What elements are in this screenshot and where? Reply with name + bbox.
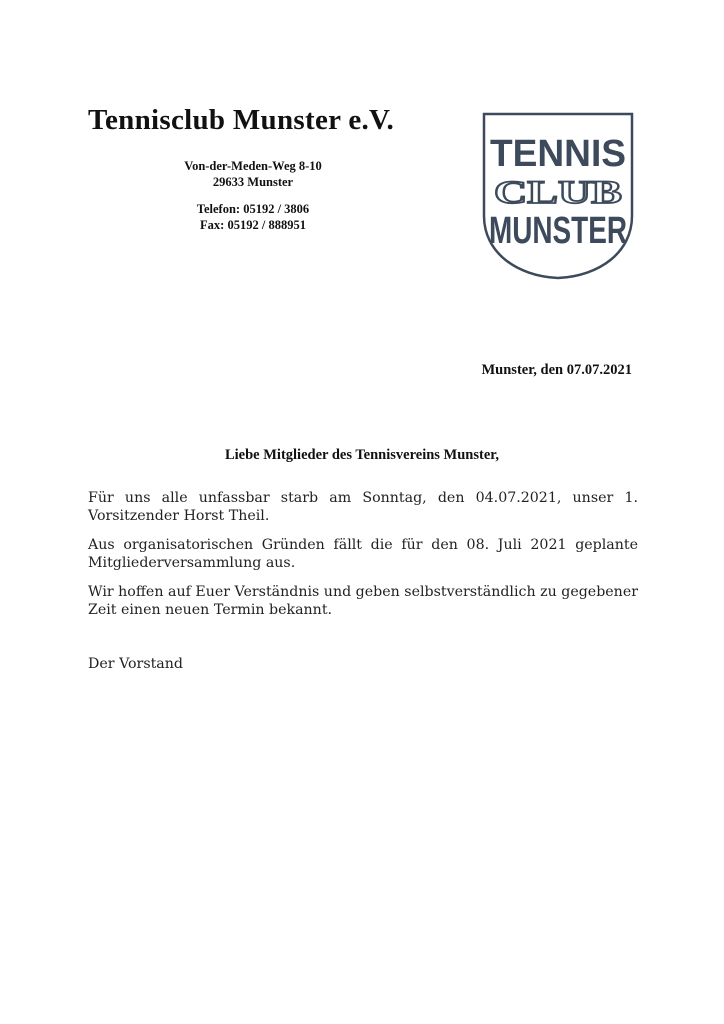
address-street: Von-der-Meden-Weg 8-10 — [184, 159, 322, 173]
paragraph: Für uns alle unfassbar starb am Sonntag, den 04.07.2021, unser 1. Vorsitzender Horst Theil. — [88, 490, 638, 524]
logo-text-munster: MUNSTER — [489, 210, 627, 252]
letter-body — [88, 490, 638, 631]
fax-number: Fax: 05192 / 888951 — [200, 218, 306, 232]
signature: Der Vorstand — [88, 656, 183, 672]
salutation: Liebe Mitglieder des Tennisvereins Munster, — [224, 447, 500, 463]
paragraph: Aus organisatorischen Gründen fällt die für den 08. Juli 2021 geplante Mitgliederversammlung aus. — [88, 537, 638, 571]
tennis-club-munster-logo — [482, 112, 634, 280]
logo-text-club: CLUB — [494, 175, 622, 211]
logo-text-tennis: TENNIS — [490, 133, 626, 175]
phone-number: Telefon: 05192 / 3806 — [196, 202, 310, 216]
club-name-heading: Tennisclub Munster e.V. — [88, 104, 395, 136]
paragraph: Wir hoffen auf Euer Verständnis und geben selbstverständlich zu gegebener Zeit einen neuen Termin bekannt. — [88, 584, 638, 618]
address-city: 29633 Munster — [212, 175, 294, 189]
letter-date: Munster, den 07.07.2021 — [481, 362, 632, 378]
